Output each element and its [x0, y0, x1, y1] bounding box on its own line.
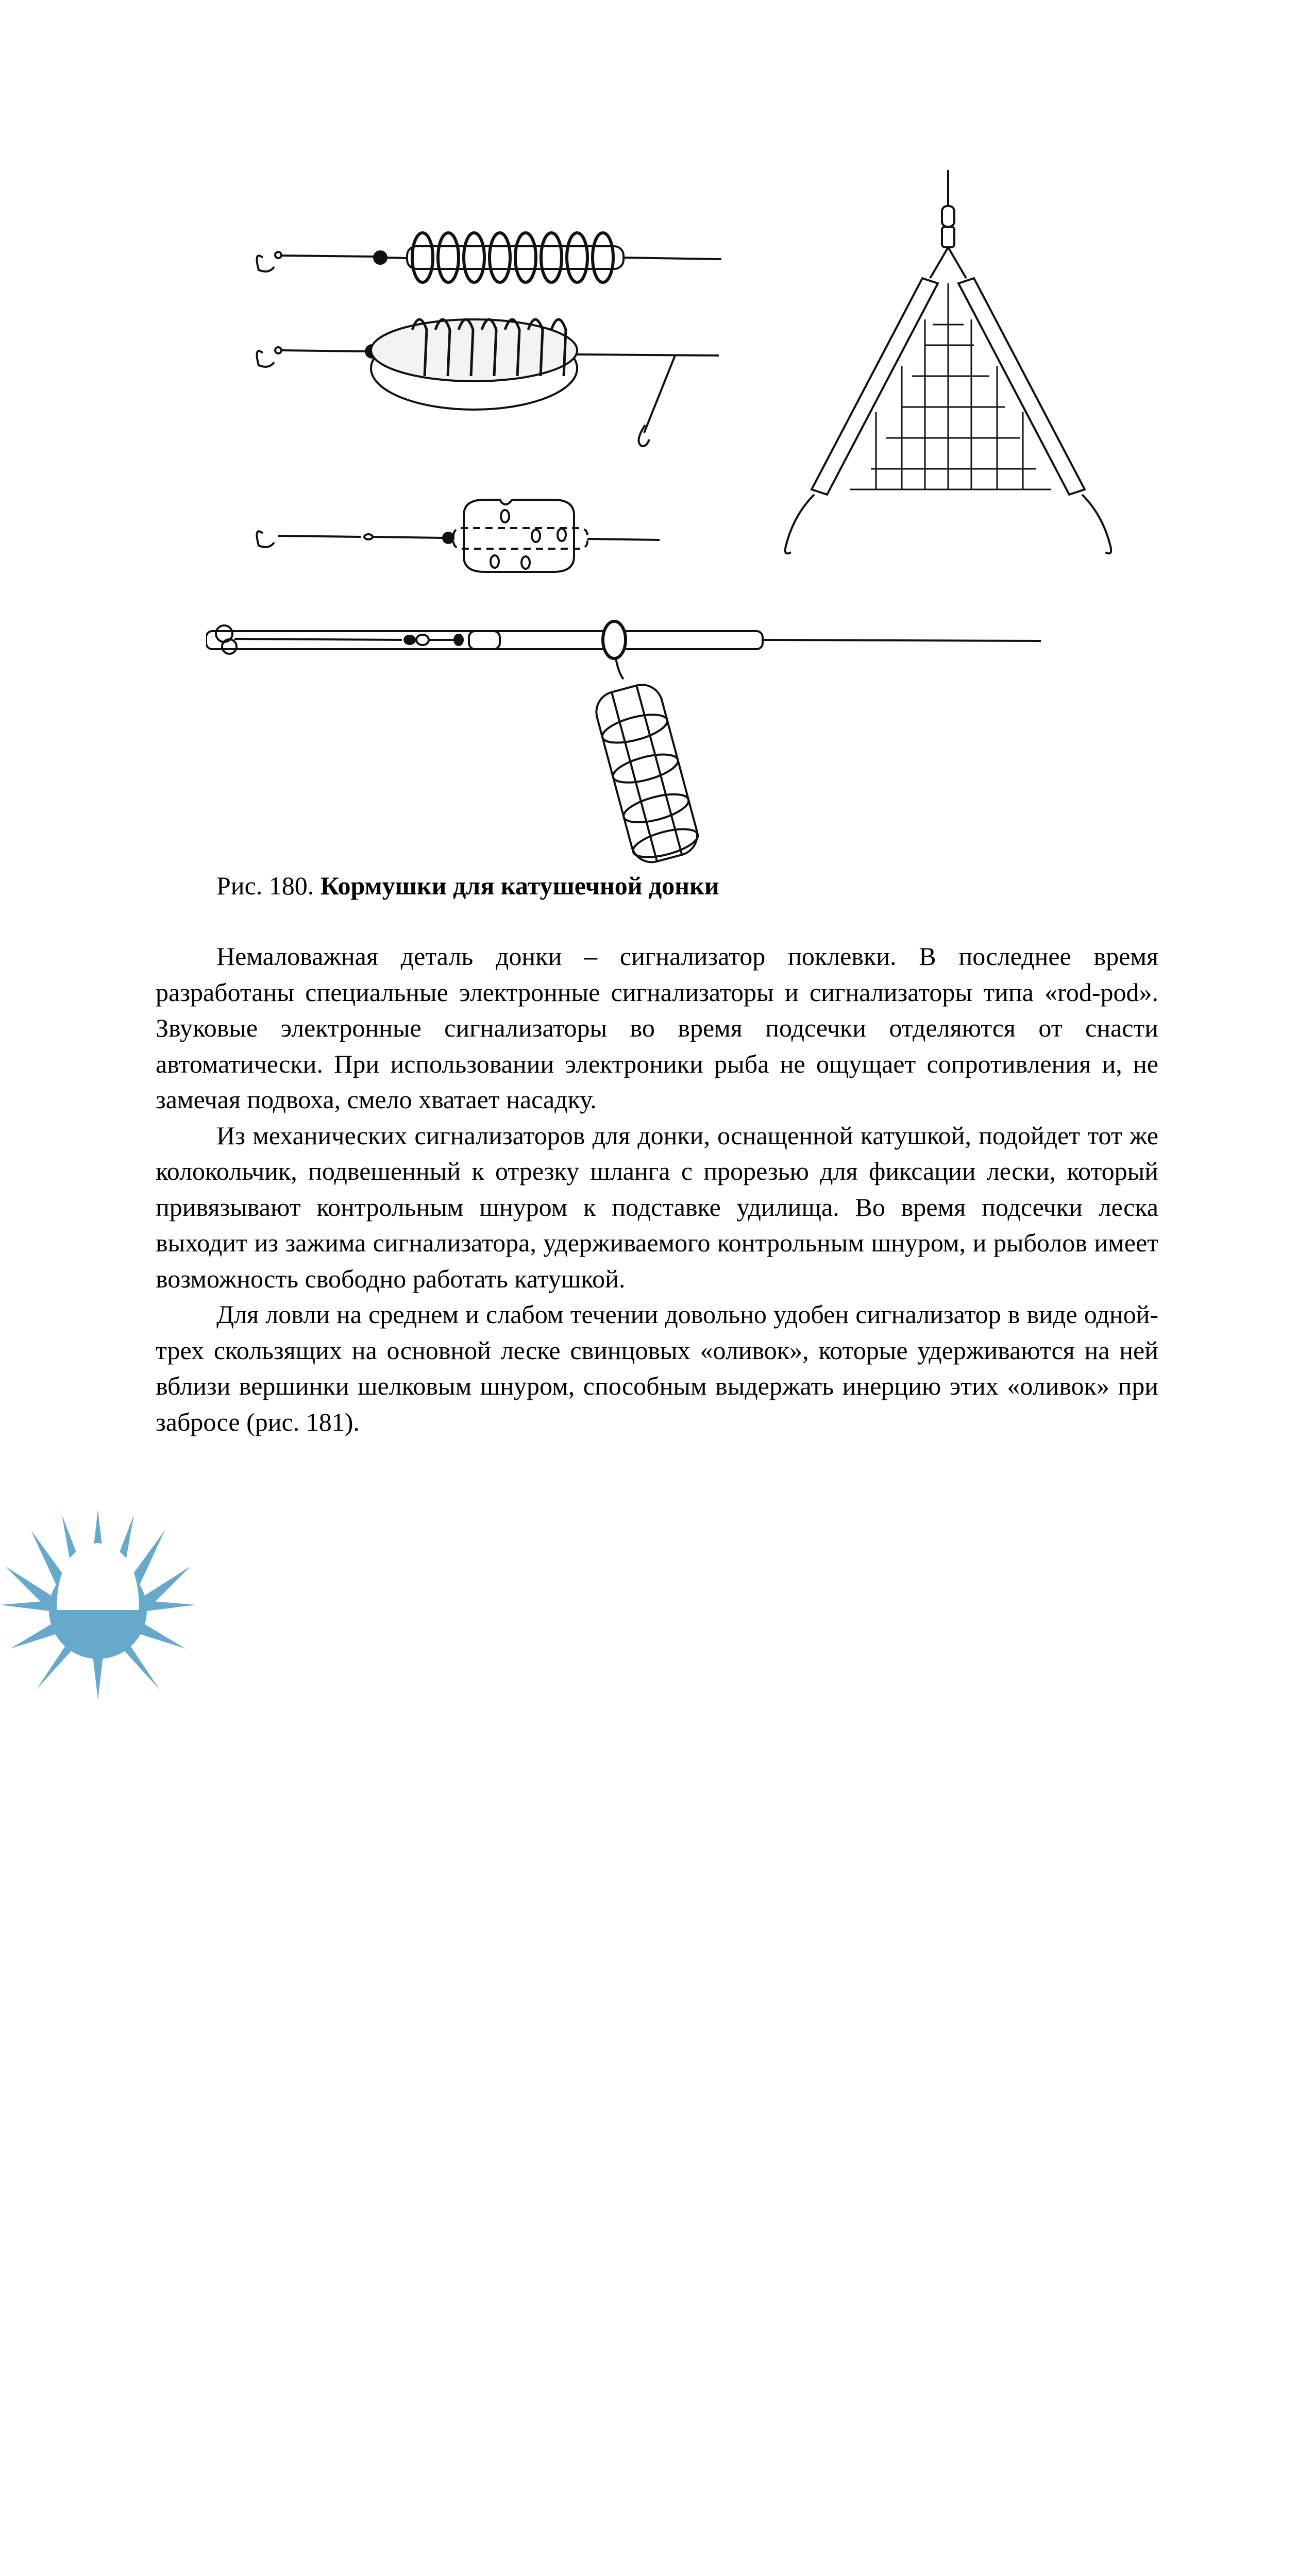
figure-title: Кормушки для катушечной донки	[320, 871, 719, 900]
figure-feeders-illustration	[206, 165, 1134, 866]
perforated-tube-feeder-rig	[257, 500, 660, 572]
cage-feeder-boom-rig	[206, 621, 1041, 866]
site-watermark	[0, 1510, 1314, 1700]
article-body	[156, 939, 1158, 1440]
spring-feeder-rig	[257, 233, 721, 282]
paragraph: Из механических сигнализаторов для донки, оснащенной катушкой, подойдет тот же колокольчик, подвешенный к отрезку шланга с прорезью для фиксации лески, который привязывают контрольным шнуром к подставке удилища. Во время подсечки леска выходит из зажима сигнализатора, удерживаемого контрольным шнуром, и рыболов имеет возможность свободно работать катушкой.	[156, 1121, 1158, 1293]
figure-number: Рис. 180.	[216, 871, 314, 900]
paragraph: Немаловажная деталь донки – сигнализатор поклевки. В последнее время разработаны специальные электронные сигнализаторы и сигнализаторы типа «rod-pod». Звуковые электронные сигнализаторы во время подсечки отделяются от снасти автоматически. При использовании электроники рыба не ощущает сопротивления и, не замечая подвоха, смело хватает насадку.	[156, 942, 1158, 1114]
paragraph: Для ловли на среднем и слабом течении довольно удобен сигнализатор в виде одной-трех скользящих на основной леске свинцовых «оливок», которые удерживаются на ней вблизи вершинки шелковым шнуром, способным выдержать инерцию этих «оливок» при забросе (рис. 181).	[156, 1300, 1158, 1436]
sun-icon	[0, 1510, 196, 1700]
flat-method-feeder-rig	[257, 319, 719, 446]
figure-caption	[216, 871, 719, 901]
triangle-mesh-feeder-rig	[785, 170, 1111, 553]
